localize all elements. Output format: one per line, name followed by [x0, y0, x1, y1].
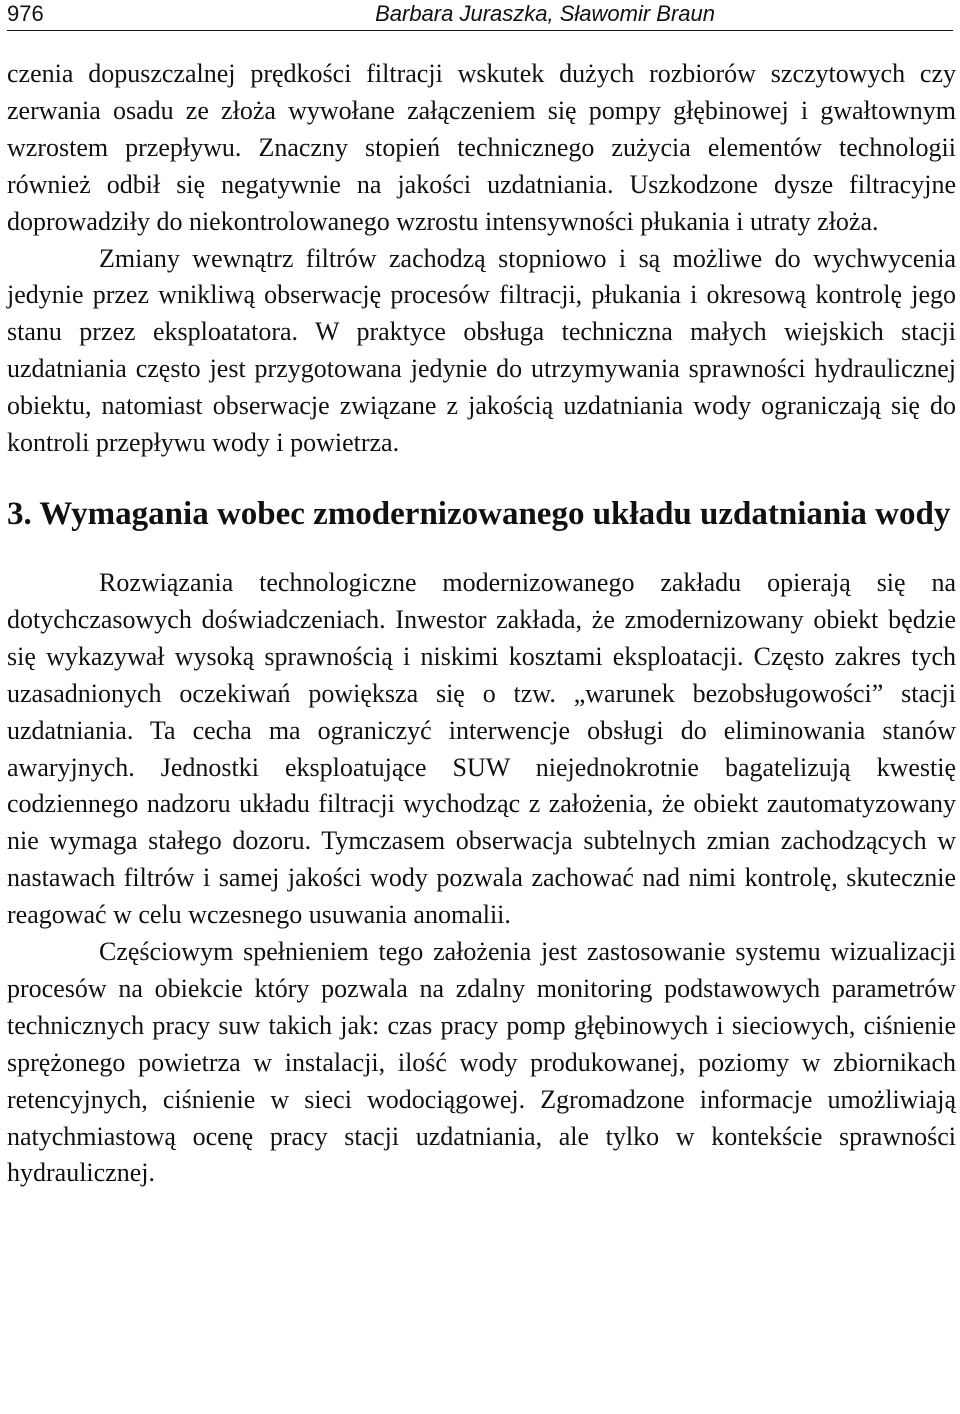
body-text [7, 56, 956, 1192]
running-header [7, 0, 953, 31]
paragraph-visualization-system: Częściowym spełnieniem tego założenia jest zastosowanie systemu wizualizacji procesów na obiekcie który pozwala na zdalny monitoring podstawowych parametrów technicznych pracy suw takich jak: czas pracy pomp głębinowych i sieciowych, ciśnienie sprężonego powietrza w instalacji, ilość wody produkowanej, poziomy w zbiornikach retencyjnych, ciśnienie w sieci wodociągowej. Zgromadzone informacje umożliwiają natychmiastową ocenę pracy stacji uzdatniania, ale tylko w kontekście sprawności hydraulicznej. [7, 937, 956, 1188]
paragraph-continued: czenia dopuszczalnej prędkości filtracji wskutek dużych rozbiorów szczytowych czy zerwania osadu ze złoża wywołane załączeniem się pompy głębinowej i gwałtownym wzrostem przepływu. Znaczny stopień technicznego zużycia elementów technologii również odbił się negatywnie na jakości uzdatniania. Uszkodzone dysze filtracyjne doprowadziły do niekontrolowanego wzrostu intensywności płukania i utraty złoża. [7, 59, 956, 236]
paragraph-filter-changes: Zmiany wewnątrz filtrów zachodzą stopniowo i są możliwe do wychwycenia jedynie przez wnikliwą obserwację procesów filtracji, płukania i okresową kontrolę jego stanu przez eksploatatora. W praktyce obsługa techniczna małych wiejskich stacji uzdatniania często jest przygotowana jedynie do utrzymywania sprawności hydraulicznej obiektu, natomiast obserwacje związane z jakością uzdatniania wody ograniczają się do kontroli przepływu wody i powietrza. [7, 243, 956, 458]
running-header-authors: Barbara Juraszka, Sławomir Braun [375, 1, 715, 26]
page-number: 976 [7, 1, 44, 26]
section-heading: 3. Wymagania wobec zmodernizowanego układu uzdatniania wody [7, 495, 951, 532]
paragraph-technological-solutions: Rozwiązania technologiczne modernizowanego zakładu opierają się na dotychczasowych doświadczeniach. Inwestor zakłada, że zmodernizowany obiekt będzie się wykazywał wysoką sprawnością i niskimi kosztami eksploatacji. Często zakres tych uzasadnionych oczekiwań powiększa się o tzw. „warunek bezobsługowości” stacji uzdatniania. Ta cecha ma ograniczyć interwencje obsługi do eliminowania stanów awaryjnych. Jednostki eksploatujące SUW niejednokrotnie bagatelizują kwestię codziennego nadzoru układu filtracji wychodząc z założenia, że obiekt zautomatyzowany nie wymaga stałego dozoru. Tymczasem obserwacja subtelnych zmian zachodzących w nastawach filtrów i samej jakości wody pozwala zachować nad nimi kontrolę, skutecznie reagować w celu wczesnego usuwania anomalii. [7, 567, 956, 930]
